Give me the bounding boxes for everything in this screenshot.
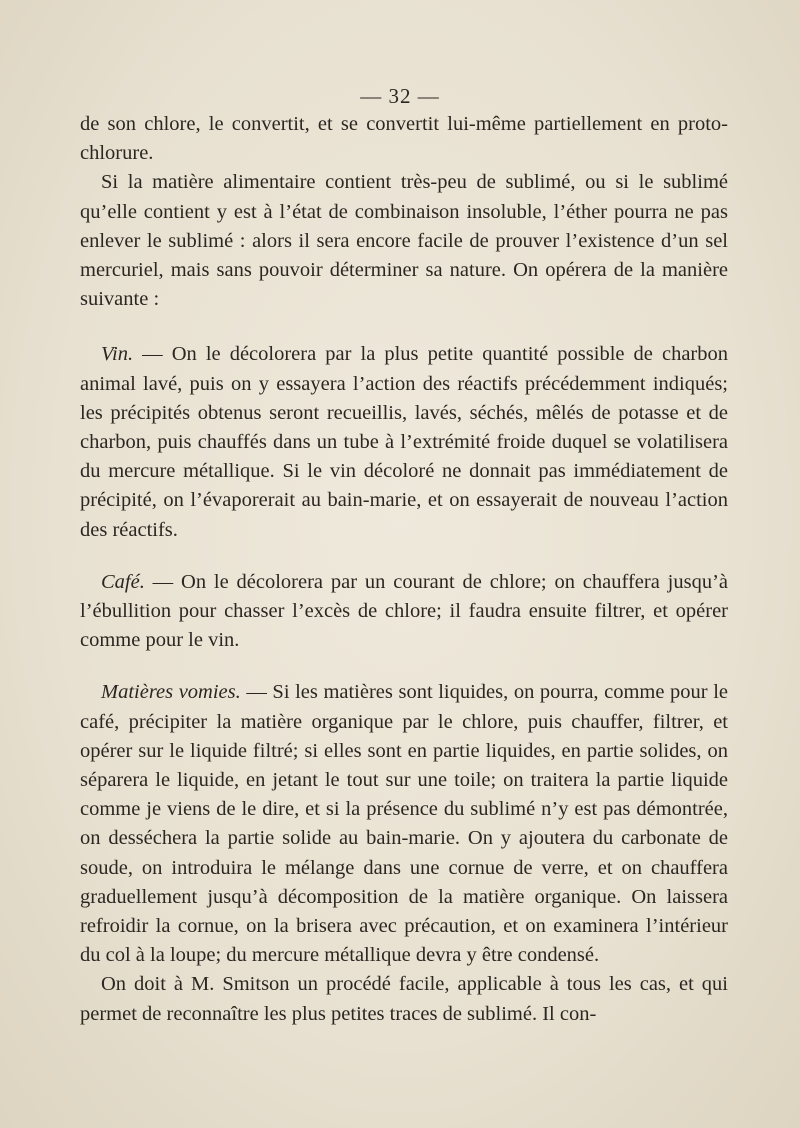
section-heading-vin: Vin. — [101, 343, 134, 366]
paragraph-text: On doit à M. Smitson un procédé facile, applicable à tous les cas, et qui permet de reconnaître les plus petites traces de sublimé. Il con- — [80, 973, 728, 1025]
page-number: — 32 — — [360, 84, 440, 108]
paragraph-smitson — [80, 970, 728, 1028]
paragraph-cafe — [80, 568, 728, 656]
paragraph-text: — Si les matières sont liquides, on pourra, comme pour le café, précipiter la matière organique par le chlore, puis chauffer, filtrer, et opérer sur le liquide filtré; si elles sont en partie liquides, en partie solides, on séparera le liquide, en jetant le tout sur une toile; on traitera la partie liquide comme je viens de le dire, et si la présence du sublimé n’y est pas démontrée, on desséchera la partie solide au bain-marie. On y ajoutera du carbonate de soude, on introduira le mélange dans une cornue de verre, et on chauffera graduellement jusqu’à décomposition de la matière organique. On laissera refroidir la cornue, on la brisera avec précaution, et on examinera l’intérieur du col à la loupe; du mercure métallique devra y être condensé. — [80, 681, 728, 967]
paragraph-sublime-note — [80, 168, 728, 314]
body-text — [80, 110, 728, 1029]
paragraph-continuation — [80, 110, 728, 168]
paragraph-text: de son chlore, le convertit, et se convertit lui-même partiellement en proto-chlorure. — [80, 113, 728, 165]
paragraph-text: — On le décolorera par la plus petite quantité possible de charbon animal lavé, puis on y essayera l’action des réactifs précédemment indiqués; les précipités obtenus seront recueillis, lavés, séchés, mêlés de potasse et de charbon, puis chauffés dans un tube à l’extrémité froide duquel se volatilisera du mercure métallique. Si le vin décoloré ne donnait pas immédiatement de précipité, on l’évaporerait au bain-marie, et on essayerait de nouveau l’action des réactifs. — [80, 343, 728, 541]
paragraph-text: — On le décolorera par un courant de chlore; on chauffera jusqu’à l’ébullition pour chasser l’excès de chlore; il faudra ensuite filtrer, et opérer comme pour le vin. — [80, 570, 728, 652]
section-heading-matieres-vomies: Matières vomies. — [101, 681, 241, 704]
paragraph-matieres-vomies — [80, 678, 728, 970]
section-heading-cafe: Café. — [101, 570, 145, 593]
paragraph-text: Si la matière alimentaire contient très-peu de sublimé, ou si le sublimé qu’elle contient y est à l’état de combinaison insoluble, l’éther pourra ne pas enlever le sublimé : alors il sera encore facile de prouver l’existence d’un sel mercuriel, mais sans pouvoir déterminer sa nature. On opérera de la manière suivante : — [80, 171, 728, 311]
paragraph-vin — [80, 340, 728, 544]
